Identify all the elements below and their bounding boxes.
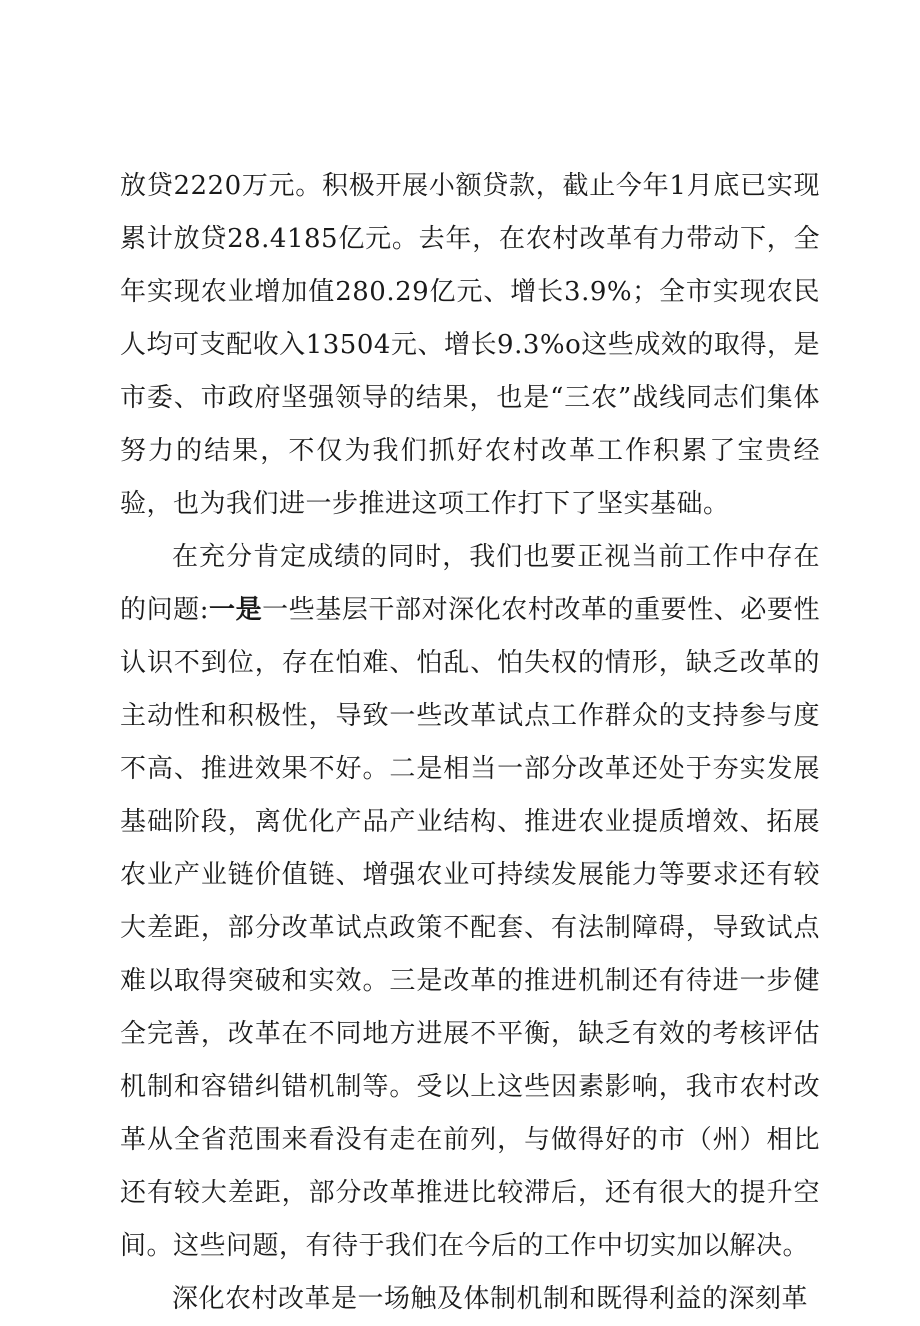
- problems-body: 一些基层干部对深化农村改革的重要性、必要性认识不到位，存在怕难、怕乱、怕失权的情形，缺乏改革的主动性和积极性，导致一些改革试点工作群众的支持参与度不高、推进效果不好。二是相当一部分改革还处于夯实发展基础阶段，离优化产品产业结构、推进农业提质增效、拓展农业产业链价值链、增强农业可持续发展能力等要求还有较大差距，部分改革试点政策不配套、有法制障碍，导致试点难以取得突破和实效。三是改革的推进机制还有待进一步健全完善，改革在不同地方进展不平衡，缺乏有效的考核评估机制和容错纠错机制等。受以上这些因素影响，我市农村改革从全省范围来看没有走在前列，与做得好的市（州）相比还有较大差距，部分改革推进比较滞后，还有很大的提升空间。这些问题，有待于我们在今后的工作中切实加以解决。: [120, 595, 820, 1261]
- problems-intro: 在充分肯定成绩的同时，我们也要正视当前工作中存在的问题:: [120, 542, 820, 625]
- paragraph-results: 放贷2220万元。积极开展小额贷款，截止今年1月底已实现累计放贷28.4185亿元。去年，在农村改革有力带动下，全年实现农业增加值280.29亿元、增长3.9%；全市实现农民人均可支配收入13504元、增长9.3%o这些成效的取得，是市委、市政府坚强领导的结果，也是“三农”战线同志们集体努力的结果，不仅为我们抓好农村改革工作积累了宝贵经验，也为我们进一步推进这项工作打下了坚实基础。: [120, 171, 820, 519]
- paragraph-reform: 深化农村改革是一场触及体制机制和既得利益的深刻革: [172, 1284, 809, 1314]
- paragraph-problems: [120, 531, 820, 1273]
- document-body: [120, 160, 820, 1326]
- problems-first-marker: 一是: [208, 595, 263, 625]
